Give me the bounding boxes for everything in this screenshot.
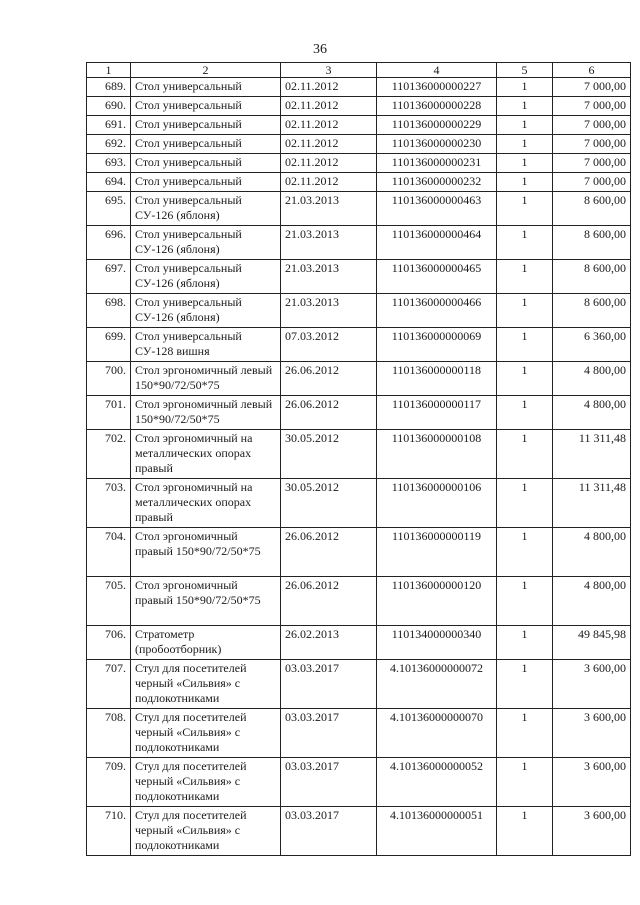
amount: 4 800,00 xyxy=(553,528,631,577)
amount: 11 311,48 xyxy=(553,430,631,479)
table-row xyxy=(87,328,631,362)
table-body xyxy=(87,78,631,856)
inventory-code: 110136000000228 xyxy=(377,97,497,116)
amount: 8 600,00 xyxy=(553,192,631,226)
inventory-code: 110136000000232 xyxy=(377,173,497,192)
table-row xyxy=(87,758,631,807)
table-row xyxy=(87,577,631,626)
item-name: Стол эргономичный левый 150*90/72/50*75 xyxy=(131,396,281,430)
quantity: 1 xyxy=(497,97,553,116)
amount: 8 600,00 xyxy=(553,294,631,328)
inventory-code: 110136000000069 xyxy=(377,328,497,362)
item-name: Стол универсальный СУ-128 вишня xyxy=(131,328,281,362)
amount: 6 360,00 xyxy=(553,328,631,362)
table-row xyxy=(87,97,631,116)
amount: 11 311,48 xyxy=(553,479,631,528)
table-row xyxy=(87,154,631,173)
amount: 4 800,00 xyxy=(553,362,631,396)
acquisition-date: 07.03.2012 xyxy=(281,328,377,362)
inventory-code: 110134000000340 xyxy=(377,626,497,660)
quantity: 1 xyxy=(497,226,553,260)
table-row xyxy=(87,709,631,758)
quantity: 1 xyxy=(497,294,553,328)
row-number: 709. xyxy=(87,758,131,807)
item-name: Стул для посетителей черный «Сильвия» с подлокотниками xyxy=(131,807,281,856)
item-name: Стол универсальный СУ-126 (яблоня) xyxy=(131,260,281,294)
inventory-code: 110136000000227 xyxy=(377,78,497,97)
quantity: 1 xyxy=(497,660,553,709)
item-name: Стратометр (пробоотборник) xyxy=(131,626,281,660)
acquisition-date: 26.06.2012 xyxy=(281,528,377,577)
inventory-code: 110136000000120 xyxy=(377,577,497,626)
row-number: 698. xyxy=(87,294,131,328)
amount: 7 000,00 xyxy=(553,97,631,116)
item-name: Стол универсальный СУ-126 (яблоня) xyxy=(131,192,281,226)
item-name: Стол универсальный xyxy=(131,154,281,173)
acquisition-date: 26.06.2012 xyxy=(281,396,377,430)
quantity: 1 xyxy=(497,577,553,626)
row-number: 700. xyxy=(87,362,131,396)
acquisition-date: 03.03.2017 xyxy=(281,660,377,709)
acquisition-date: 21.03.2013 xyxy=(281,294,377,328)
table-row xyxy=(87,78,631,97)
quantity: 1 xyxy=(497,528,553,577)
row-number: 692. xyxy=(87,135,131,154)
inventory-code: 110136000000466 xyxy=(377,294,497,328)
acquisition-date: 26.02.2013 xyxy=(281,626,377,660)
quantity: 1 xyxy=(497,479,553,528)
amount: 4 800,00 xyxy=(553,577,631,626)
quantity: 1 xyxy=(497,192,553,226)
column-header-2: 2 xyxy=(131,63,281,78)
table-row xyxy=(87,226,631,260)
item-name: Стол универсальный xyxy=(131,135,281,154)
table-row xyxy=(87,116,631,135)
row-number: 706. xyxy=(87,626,131,660)
table-row xyxy=(87,660,631,709)
acquisition-date: 21.03.2013 xyxy=(281,226,377,260)
acquisition-date: 21.03.2013 xyxy=(281,192,377,226)
row-number: 691. xyxy=(87,116,131,135)
row-number: 703. xyxy=(87,479,131,528)
column-header-4: 4 xyxy=(377,63,497,78)
quantity: 1 xyxy=(497,173,553,192)
row-number: 707. xyxy=(87,660,131,709)
table-row xyxy=(87,135,631,154)
row-number: 694. xyxy=(87,173,131,192)
inventory-code: 110136000000463 xyxy=(377,192,497,226)
amount: 49 845,98 xyxy=(553,626,631,660)
inventory-code: 110136000000231 xyxy=(377,154,497,173)
quantity: 1 xyxy=(497,116,553,135)
row-number: 695. xyxy=(87,192,131,226)
quantity: 1 xyxy=(497,430,553,479)
inventory-code: 4.10136000000070 xyxy=(377,709,497,758)
table-row xyxy=(87,430,631,479)
item-name: Стол универсальный xyxy=(131,116,281,135)
amount: 3 600,00 xyxy=(553,709,631,758)
column-header-5: 5 xyxy=(497,63,553,78)
acquisition-date: 02.11.2012 xyxy=(281,78,377,97)
inventory-code: 4.10136000000072 xyxy=(377,660,497,709)
row-number: 704. xyxy=(87,528,131,577)
acquisition-date: 30.05.2012 xyxy=(281,430,377,479)
item-name: Стул для посетителей черный «Сильвия» с подлокотниками xyxy=(131,709,281,758)
quantity: 1 xyxy=(497,328,553,362)
amount: 3 600,00 xyxy=(553,660,631,709)
row-number: 705. xyxy=(87,577,131,626)
acquisition-date: 02.11.2012 xyxy=(281,173,377,192)
item-name: Стул для посетителей черный «Сильвия» с подлокотниками xyxy=(131,660,281,709)
item-name: Стол эргономичный правый 150*90/72/50*75 xyxy=(131,577,281,626)
item-name: Стол универсальный СУ-126 (яблоня) xyxy=(131,226,281,260)
amount: 7 000,00 xyxy=(553,173,631,192)
row-number: 702. xyxy=(87,430,131,479)
quantity: 1 xyxy=(497,135,553,154)
inventory-code: 110136000000119 xyxy=(377,528,497,577)
quantity: 1 xyxy=(497,396,553,430)
amount: 8 600,00 xyxy=(553,260,631,294)
row-number: 697. xyxy=(87,260,131,294)
table-row xyxy=(87,362,631,396)
item-name: Стол универсальный xyxy=(131,173,281,192)
row-number: 708. xyxy=(87,709,131,758)
quantity: 1 xyxy=(497,154,553,173)
acquisition-date: 03.03.2017 xyxy=(281,758,377,807)
quantity: 1 xyxy=(497,260,553,294)
column-header-3: 3 xyxy=(281,63,377,78)
item-name: Стол эргономичный правый 150*90/72/50*75 xyxy=(131,528,281,577)
item-name: Стол эргономичный на металлических опорах правый xyxy=(131,430,281,479)
amount: 3 600,00 xyxy=(553,807,631,856)
acquisition-date: 02.11.2012 xyxy=(281,135,377,154)
inventory-code: 110136000000117 xyxy=(377,396,497,430)
amount: 7 000,00 xyxy=(553,116,631,135)
acquisition-date: 21.03.2013 xyxy=(281,260,377,294)
inventory-code: 110136000000464 xyxy=(377,226,497,260)
amount: 7 000,00 xyxy=(553,135,631,154)
amount: 3 600,00 xyxy=(553,758,631,807)
amount: 8 600,00 xyxy=(553,226,631,260)
acquisition-date: 03.03.2017 xyxy=(281,807,377,856)
header-row xyxy=(87,63,631,78)
inventory-code: 110136000000106 xyxy=(377,479,497,528)
table-row xyxy=(87,479,631,528)
inventory-table xyxy=(86,62,631,856)
amount: 7 000,00 xyxy=(553,154,631,173)
row-number: 710. xyxy=(87,807,131,856)
row-number: 701. xyxy=(87,396,131,430)
amount: 4 800,00 xyxy=(553,396,631,430)
row-number: 696. xyxy=(87,226,131,260)
item-name: Стол эргономичный левый 150*90/72/50*75 xyxy=(131,362,281,396)
page-number: 36 xyxy=(313,42,327,57)
table-row xyxy=(87,260,631,294)
acquisition-date: 26.06.2012 xyxy=(281,362,377,396)
inventory-code: 110136000000465 xyxy=(377,260,497,294)
item-name: Стол универсальный xyxy=(131,78,281,97)
inventory-code: 110136000000108 xyxy=(377,430,497,479)
item-name: Стул для посетителей черный «Сильвия» с подлокотниками xyxy=(131,758,281,807)
acquisition-date: 26.06.2012 xyxy=(281,577,377,626)
column-header-1: 1 xyxy=(87,63,131,78)
table-row xyxy=(87,626,631,660)
acquisition-date: 02.11.2012 xyxy=(281,97,377,116)
row-number: 693. xyxy=(87,154,131,173)
acquisition-date: 02.11.2012 xyxy=(281,116,377,135)
item-name: Стол эргономичный на металлических опорах правый xyxy=(131,479,281,528)
acquisition-date: 30.05.2012 xyxy=(281,479,377,528)
row-number: 689. xyxy=(87,78,131,97)
acquisition-date: 02.11.2012 xyxy=(281,154,377,173)
table-row xyxy=(87,807,631,856)
inventory-code: 4.10136000000051 xyxy=(377,807,497,856)
item-name: Стол универсальный xyxy=(131,97,281,116)
row-number: 699. xyxy=(87,328,131,362)
acquisition-date: 03.03.2017 xyxy=(281,709,377,758)
inventory-code: 4.10136000000052 xyxy=(377,758,497,807)
quantity: 1 xyxy=(497,807,553,856)
table-row xyxy=(87,396,631,430)
quantity: 1 xyxy=(497,758,553,807)
inventory-code: 110136000000229 xyxy=(377,116,497,135)
row-number: 690. xyxy=(87,97,131,116)
table-row xyxy=(87,192,631,226)
table-row xyxy=(87,294,631,328)
quantity: 1 xyxy=(497,709,553,758)
table-row xyxy=(87,173,631,192)
inventory-code: 110136000000118 xyxy=(377,362,497,396)
item-name: Стол универсальный СУ-126 (яблоня) xyxy=(131,294,281,328)
quantity: 1 xyxy=(497,626,553,660)
quantity: 1 xyxy=(497,78,553,97)
amount: 7 000,00 xyxy=(553,78,631,97)
inventory-code: 110136000000230 xyxy=(377,135,497,154)
column-header-6: 6 xyxy=(553,63,631,78)
quantity: 1 xyxy=(497,362,553,396)
table-row xyxy=(87,528,631,577)
